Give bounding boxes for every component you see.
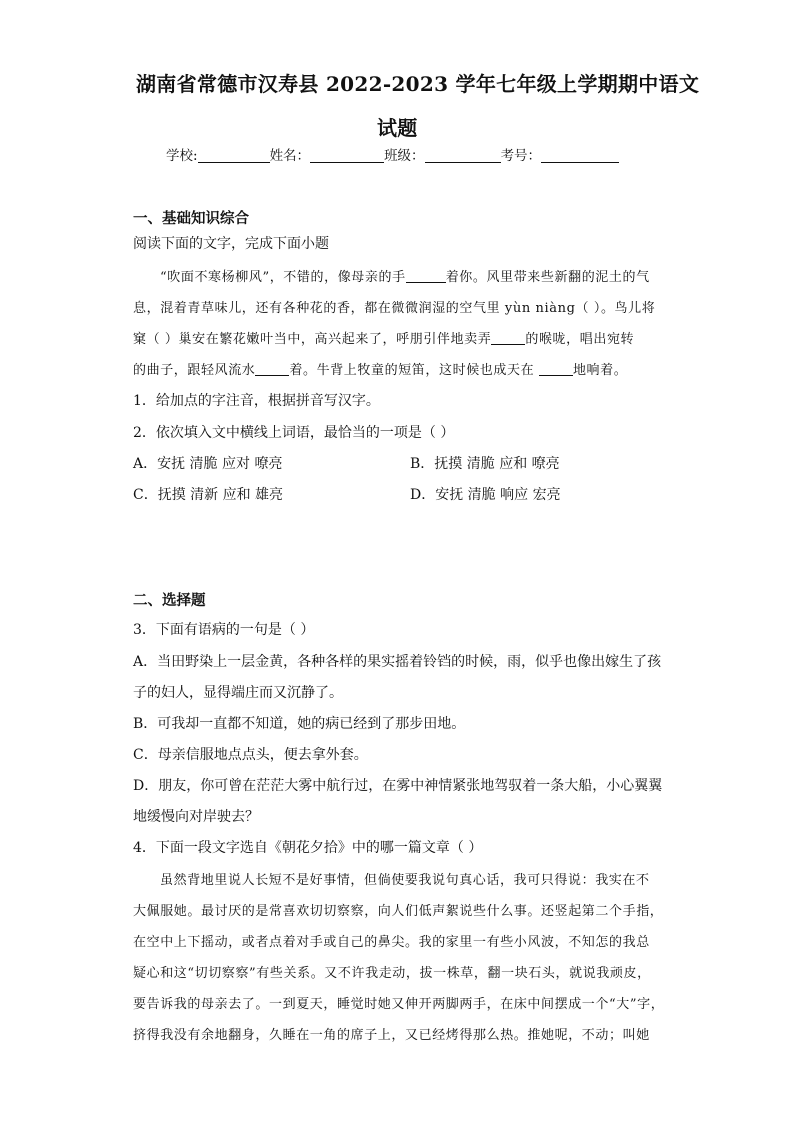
blank-1 [406, 270, 446, 283]
q4-passage-line-3: 在空中上下摇动，或者点着对手或自己的鼻尖。我的家里一有些小风波，不知怎的我总 [133, 935, 650, 950]
school-label: 学校: [166, 148, 198, 164]
q4-passage-line-6: 挤得我没有余地翻身，久睡在一角的席子上，又已经烤得那么热。推她呢，不动；叫她 [133, 1028, 650, 1043]
question-3: 3．下面有语病的一句是（ ） [133, 622, 315, 638]
passage-line-4c: 地响着。 [572, 363, 628, 378]
q2-option-c: C．抚摸 清新 应和 雄亮 [133, 487, 284, 503]
page-title-line2: 试题 [377, 116, 418, 140]
q2-option-d: D．安抚 清脆 响应 宏亮 [410, 487, 561, 503]
q2-option-b: B．抚摸 清脆 应和 嘹亮 [410, 456, 560, 472]
question-4: 4．下面一段文字选自《朝花夕拾》中的哪一篇文章（ ） [133, 840, 483, 856]
passage-line-1 [160, 266, 650, 285]
section2-heading: 二、选择题 [133, 592, 206, 609]
question-1: 1．给加点的字注音，根据拼音写汉字。 [133, 393, 380, 409]
section1-intro: 阅读下面的文字，完成下面小题 [133, 236, 329, 252]
passage-line-4b: 着。牛背上牧童的短笛，这时候也成天在 [289, 363, 535, 378]
school-field[interactable] [198, 148, 270, 163]
section1-heading: 一、基础知识综合 [133, 210, 249, 227]
passage-line-3 [133, 328, 634, 347]
blank-4 [539, 363, 573, 376]
q3-option-b: B．可我却一直都不知道，她的病已经到了那步田地。 [133, 716, 466, 732]
blank-3 [255, 363, 289, 376]
passage-line-3b: 的喉咙，唱出宛转 [525, 332, 635, 347]
passage-line-1b: 着你。风里带来些新翻的泥土的气 [445, 270, 650, 285]
passage-line-4a: 的曲子，跟轻风流水 [133, 363, 256, 378]
q4-passage-line-4: 疑心和这“切切察察”有些关系。又不许我走动，拔一株草，翻一块石头，就说我顽皮， [133, 966, 651, 981]
q3-option-a-line2: 子的妇人，显得端庄而又沉静了。 [133, 685, 343, 701]
passage-line-4 [133, 359, 627, 378]
passage-line-3a: 窠（ ）巢安在繁花嫩叶当中，高兴起来了，呼朋引伴地卖弄 [133, 332, 492, 347]
blank-2 [491, 332, 525, 345]
q3-option-d-line2: 地缓慢向对岸驶去？ [133, 809, 259, 825]
q2-option-a: A．安抚 清脆 应对 嘹亮 [133, 456, 283, 472]
name-field[interactable] [310, 148, 384, 163]
q4-passage-line-2: 大佩服她。最讨厌的是常喜欢切切察察，向人们低声絮说些什么事。还竖起第二个手指， [133, 904, 664, 919]
q4-passage-line-5: 要告诉我的母亲去了。一到夏天，睡觉时她又伸开两脚两手，在床中间摆成一个“大”字， [133, 997, 665, 1012]
q4-passage-line-1: 虽然背地里说人长短不是好事情，但倘使要我说句真心话，我可只得说：我实在不 [160, 873, 650, 888]
q3-option-c: C．母亲信服地点点头，便去拿外套。 [133, 747, 368, 763]
student-info-line [166, 144, 619, 164]
class-field[interactable] [425, 148, 501, 163]
class-label: 班级： [384, 148, 425, 164]
number-field[interactable] [541, 148, 619, 163]
q3-option-a-line1: A．当田野染上一层金黄，各种各样的果实摇着铃铛的时候，雨，似乎也像出嫁生了孩 [133, 654, 662, 670]
q3-option-d-line1: D．朋友，你可曾在茫茫大雾中航行过，在雾中神情紧张地驾驭着一条大船，小心翼翼 [133, 778, 663, 794]
passage-line-1a: “吹面不寒杨柳风”，不错的，像母亲的手 [160, 270, 406, 285]
question-2: 2．依次填入文中横线上词语，最恰当的一项是（ ） [133, 425, 455, 441]
page-title-line1: 湖南省常德市汉寿县 2022-2023 学年七年级上学期期中语文 [136, 72, 700, 96]
name-label: 姓名： [269, 148, 311, 164]
passage-line-2: 息，混着青草味儿，还有各种花的香，都在微微润湿的空气里 yùn niàng（ ）。鸟儿将 [133, 301, 656, 316]
number-label: 考号： [500, 148, 542, 164]
